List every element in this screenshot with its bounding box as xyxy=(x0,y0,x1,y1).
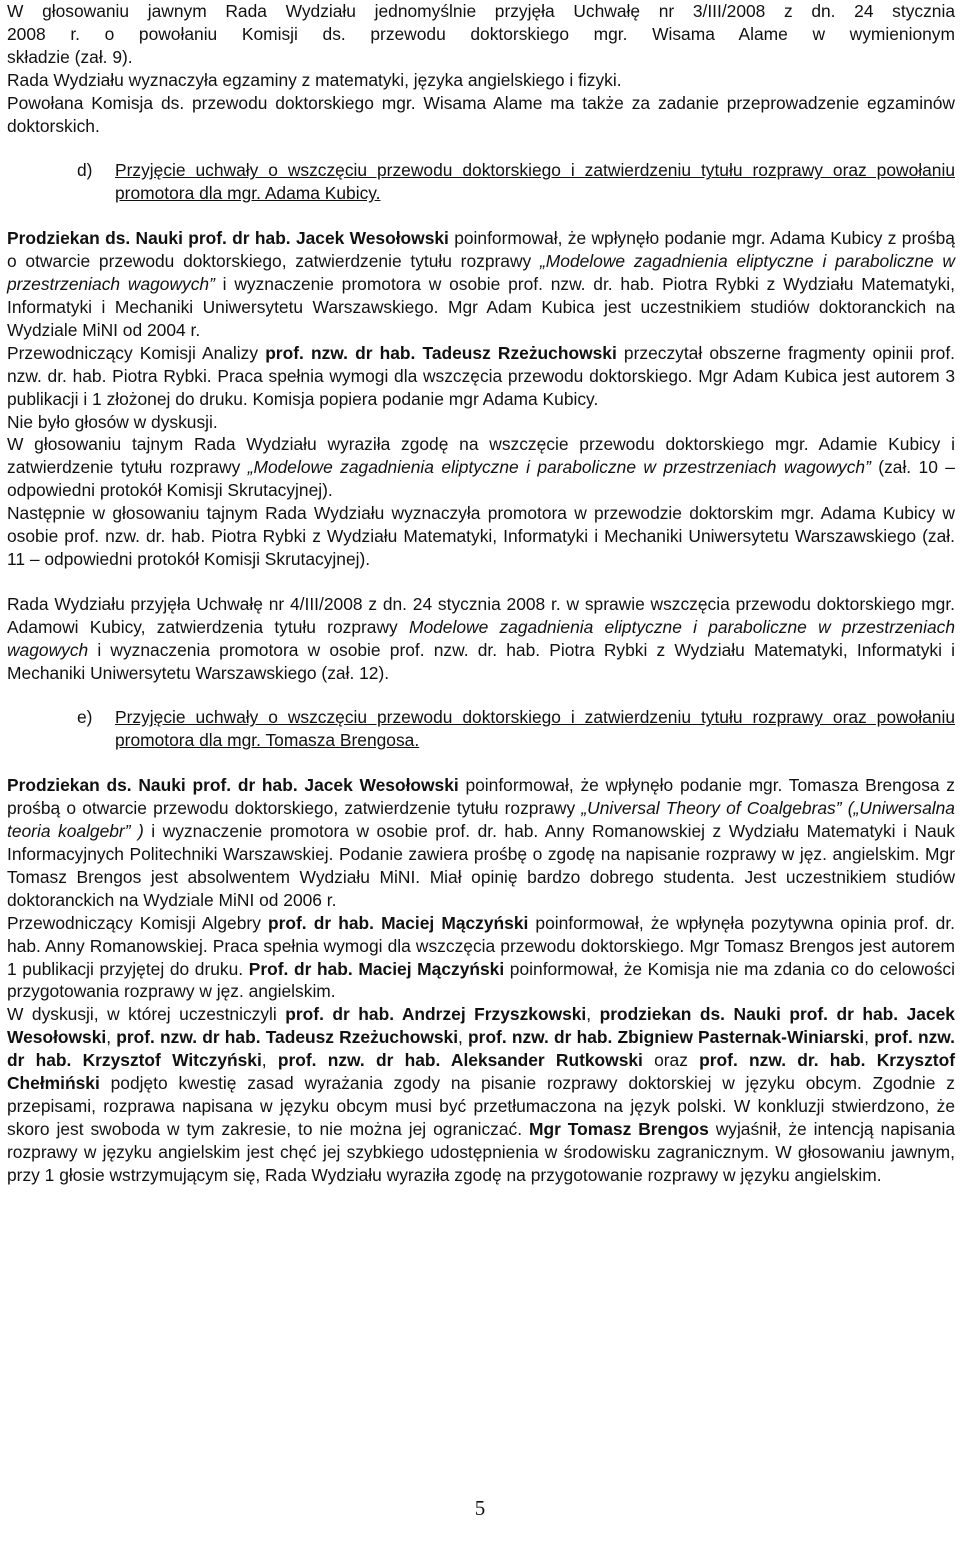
item-heading: Przyjęcie uchwały o wszczęciu przewodu doktorskiego i zatwierdzeniu tytułu rozprawy oraz powołaniu promotora dla mgr. Adama Kubicy. xyxy=(115,160,955,204)
participant-name: prof. dr hab. Andrzej Frzyszkowski xyxy=(285,1004,587,1025)
document-page xyxy=(7,0,955,1187)
agenda-item-d xyxy=(7,159,955,205)
paragraph-exams: Rada Wydziału wyznaczyła egzaminy z matematyki, języka angielskiego i fizyki. xyxy=(7,69,622,90)
speaker-name: prof. nzw. dr hab. Tadeusz Rzeżuchowski xyxy=(265,342,617,363)
speaker-name: prof. dr hab. Maciej Mączyński xyxy=(268,912,529,933)
paragraph-no-discussion: Nie było głosów w dyskusji. xyxy=(7,411,218,432)
paragraph-resolution-4: Rada Wydziału przyjęła Uchwałę nr 4/III/2008 z dn. 24 stycznia 2008 r. w sprawie wszczęcia przewodu doktorskiego mgr. Adamowi Kubicy, zatwierdzenia tytułu rozprawy Modelowe zagadnienia eliptyczne i paraboliczne w przestrzeniach wagowych i wyznaczenia promotora w osobie prof. nzw. dr. hab. Piotra Rybki z Wydziału Matematyki, Informatyki i Mechaniki Uniwersytetu Warszawskiego (zał. 12). xyxy=(7,593,955,683)
item-marker: d) xyxy=(77,160,93,181)
paragraph-secret-vote: W głosowaniu tajnym Rada Wydziału wyraziła zgodę na wszczęcie przewodu doktorskiego mgr. Adamie Kubicy i zatwierdzenie tytułu rozprawy „Modelowe zagadnienia eliptyczne i paraboliczne w przestrzeniach wagowych” (zał. 10 – odpowiedni protokół Komisji Skrutacyjnej). xyxy=(7,434,955,501)
participant-name: prodziekan ds. Nauki prof. dr hab. Jacek Wesołowski xyxy=(7,1004,955,1048)
paragraph-brengos-application: Prodziekan ds. Nauki prof. dr hab. Jacek Wesołowski poinformował, że wpłynęło podanie mgr. Tomasza Brengosa z prośbą o otwarcie przewodu doktorskiego, zatwierdzenie tytułu rozprawy „Universal Theory of Coalgebras” („Uniwersalna teoria koalgebr” ) i wyznaczenie promotora w osobie prof. dr. hab. Anny Romanowskiej z Wydziału Matematyki i Nauk Informacyjnych Politechniki Warszawskiej. Podanie zawiera prośbę o zgodę na napisanie rozprawy w jęz. angielskim. Mgr Tomasz Brengos jest absolwentem Wydziału MiNI. Miał opinię bardzo dobrego studenta. Jest uczestnikiem studiów doktoranckich na Wydziale MiNI od 2006 r. xyxy=(7,775,955,910)
participant-name: prof. nzw. dr. hab. Krzysztof Chełmiński xyxy=(7,1050,955,1094)
participant-name: prof. nzw. dr hab. Tadeusz Rzeżuchowski xyxy=(116,1027,459,1048)
item-heading: Przyjęcie uchwały o wszczęciu przewodu doktorskiego i zatwierdzeniu tytułu rozprawy oraz powołaniu promotora dla mgr. Tomasza Brengosa. xyxy=(115,707,955,751)
participant-name: prof. nzw. dr hab. Zbigniew Pasternak-Winiarski xyxy=(468,1027,865,1048)
speaker-name: Prodziekan ds. Nauki prof. dr hab. Jacek Wesołowski xyxy=(7,228,449,249)
paragraph-algebra-committee: Przewodniczący Komisji Algebry prof. dr hab. Maciej Mączyński poinformował, że wpłynęła pozytywna opinia prof. dr. hab. Anny Romanowskiej. Praca spełnia wymogi dla wszczęcia przewodu doktorskiego. Mgr Tomasz Brengos jest autorem 1 publikacji przyjętej do druku. Prof. dr hab. Maciej Mączyński poinformował, że Komisja nie ma zdania co do celowości przygotowania rozprawy w jęz. angielskim. xyxy=(7,912,956,1002)
speaker-name: Prof. dr hab. Maciej Mączyński xyxy=(248,958,505,979)
participant-name: prof. nzw. dr hab. Aleksander Rutkowski xyxy=(277,1050,643,1071)
item-marker: e) xyxy=(77,707,93,728)
thesis-title: Modelowe zagadnienia eliptyczne i paraboliczne w przestrzeniach wagowych xyxy=(7,616,955,660)
paragraph-kubica-application: Prodziekan ds. Nauki prof. dr hab. Jacek Wesołowski poinformował, że wpłynęło podanie mgr. Adama Kubicy z prośbą o otwarcie przewodu doktorskiego, zatwierdzenie tytułu rozprawy „Modelowe zagadnienia eliptyczne i paraboliczne w przestrzeniach wagowych” i wyznaczenie promotora w osobie prof. nzw. dr. hab. Piotra Rybki z Wydziału Matematyki, Informatyki i Mechaniki Uniwersytetu Warszawskiego. Mgr Adam Kubica jest uczestnikiem studiów doktoranckich na Wydziale MiNI od 2004 r. xyxy=(7,228,955,340)
participant-name: prof. nzw. dr hab. Krzysztof Witczyński xyxy=(7,1027,955,1071)
paragraph-discussion: W dyskusji, w której uczestniczyli prof. dr hab. Andrzej Frzyszkowski, prodziekan ds. Nauki prof. dr hab. Jacek Wesołowski, prof. nzw. dr hab. Tadeusz Rzeżuchowski, prof. nzw. dr hab. Zbigniew Pasternak-Winiarski, prof. nzw. dr hab. Krzysztof Witczyński, prof. nzw. dr hab. Aleksander Rutkowski oraz prof. nzw. dr. hab. Krzysztof Chełmiński podjęto kwestię zasad wyrażania zgody na pisanie rozprawy doktorskiej w języku obcym. Zgodnie z przepisami, rozprawa napisana w języku obcym musi być przetłumaczona na język polski. W konkluzji stwierdzono, że skoro jest swoboda w tym zakresie, to nie można jej ograniczać. Mgr Tomasz Brengos wyjaśnił, że intencją napisania rozprawy w języku angielskim jest chęć jej szybkiego udostępnienia w środowisku zagranicznym. W głosowaniu jawnym, przy 1 głosie wstrzymującym się, Rada Wydziału wyraziła zgodę na przygotowanie rozprawy w języku angielskim. xyxy=(7,1004,956,1185)
page-number: 5 xyxy=(474,1496,486,1520)
paragraph-resolution-3: W głosowaniu jawnym Rada Wydziału jednomyślnie przyjęła Uchwałę nr 3/III/2008 z dn. 24 stycznia 2008 r. o powołaniu Komisji ds. przewodu doktorskiego mgr. Wisama Alame w wymienionym składzie (zał. 9). xyxy=(7,1,955,67)
agenda-item-e xyxy=(7,706,955,752)
speaker-name: Prodziekan ds. Nauki prof. dr hab. Jacek Wesołowski xyxy=(7,775,459,796)
thesis-title: „Modelowe zagadnienia eliptyczne i paraboliczne w przestrzeniach wagowych” xyxy=(247,457,871,478)
paragraph-promoter-vote: Następnie w głosowaniu tajnym Rada Wydziału wyznaczyła promotora w przewodzie doktorskim mgr. Adama Kubicy w osobie prof. nzw. dr. hab. Piotra Rybki z Wydziału Matematyki, Informatyki i Mechaniki Uniwersytetu Warszawskiego (zał. 11 – odpowiedni protokół Komisji Skrutacyjnej). xyxy=(7,503,955,569)
paragraph-commission-task: Powołana Komisja ds. przewodu doktorskiego mgr. Wisama Alame ma także za zadanie przeprowadzenie egzaminów doktorskich. xyxy=(7,92,955,136)
participant-name: Mgr Tomasz Brengos xyxy=(528,1118,709,1139)
paragraph-analysis-committee: Przewodniczący Komisji Analizy prof. nzw. dr hab. Tadeusz Rzeżuchowski przeczytał obszerne fragmenty opinii prof. nzw. dr. hab. Piotra Rybki. Praca spełnia wymogi dla wszczęcia przewodu doktorskiego. Mgr Adam Kubica jest autorem 3 publikacji i 1 złożonej do druku. Komisja popiera podanie mgr Adama Kubicy. xyxy=(7,342,955,409)
thesis-title: „Universal Theory of Coalgebras” („Uniwersalna teoria koalgebr” ) xyxy=(7,798,955,842)
thesis-title: „Modelowe zagadnienia eliptyczne i paraboliczne w przestrzeniach wagowych” xyxy=(7,251,955,295)
